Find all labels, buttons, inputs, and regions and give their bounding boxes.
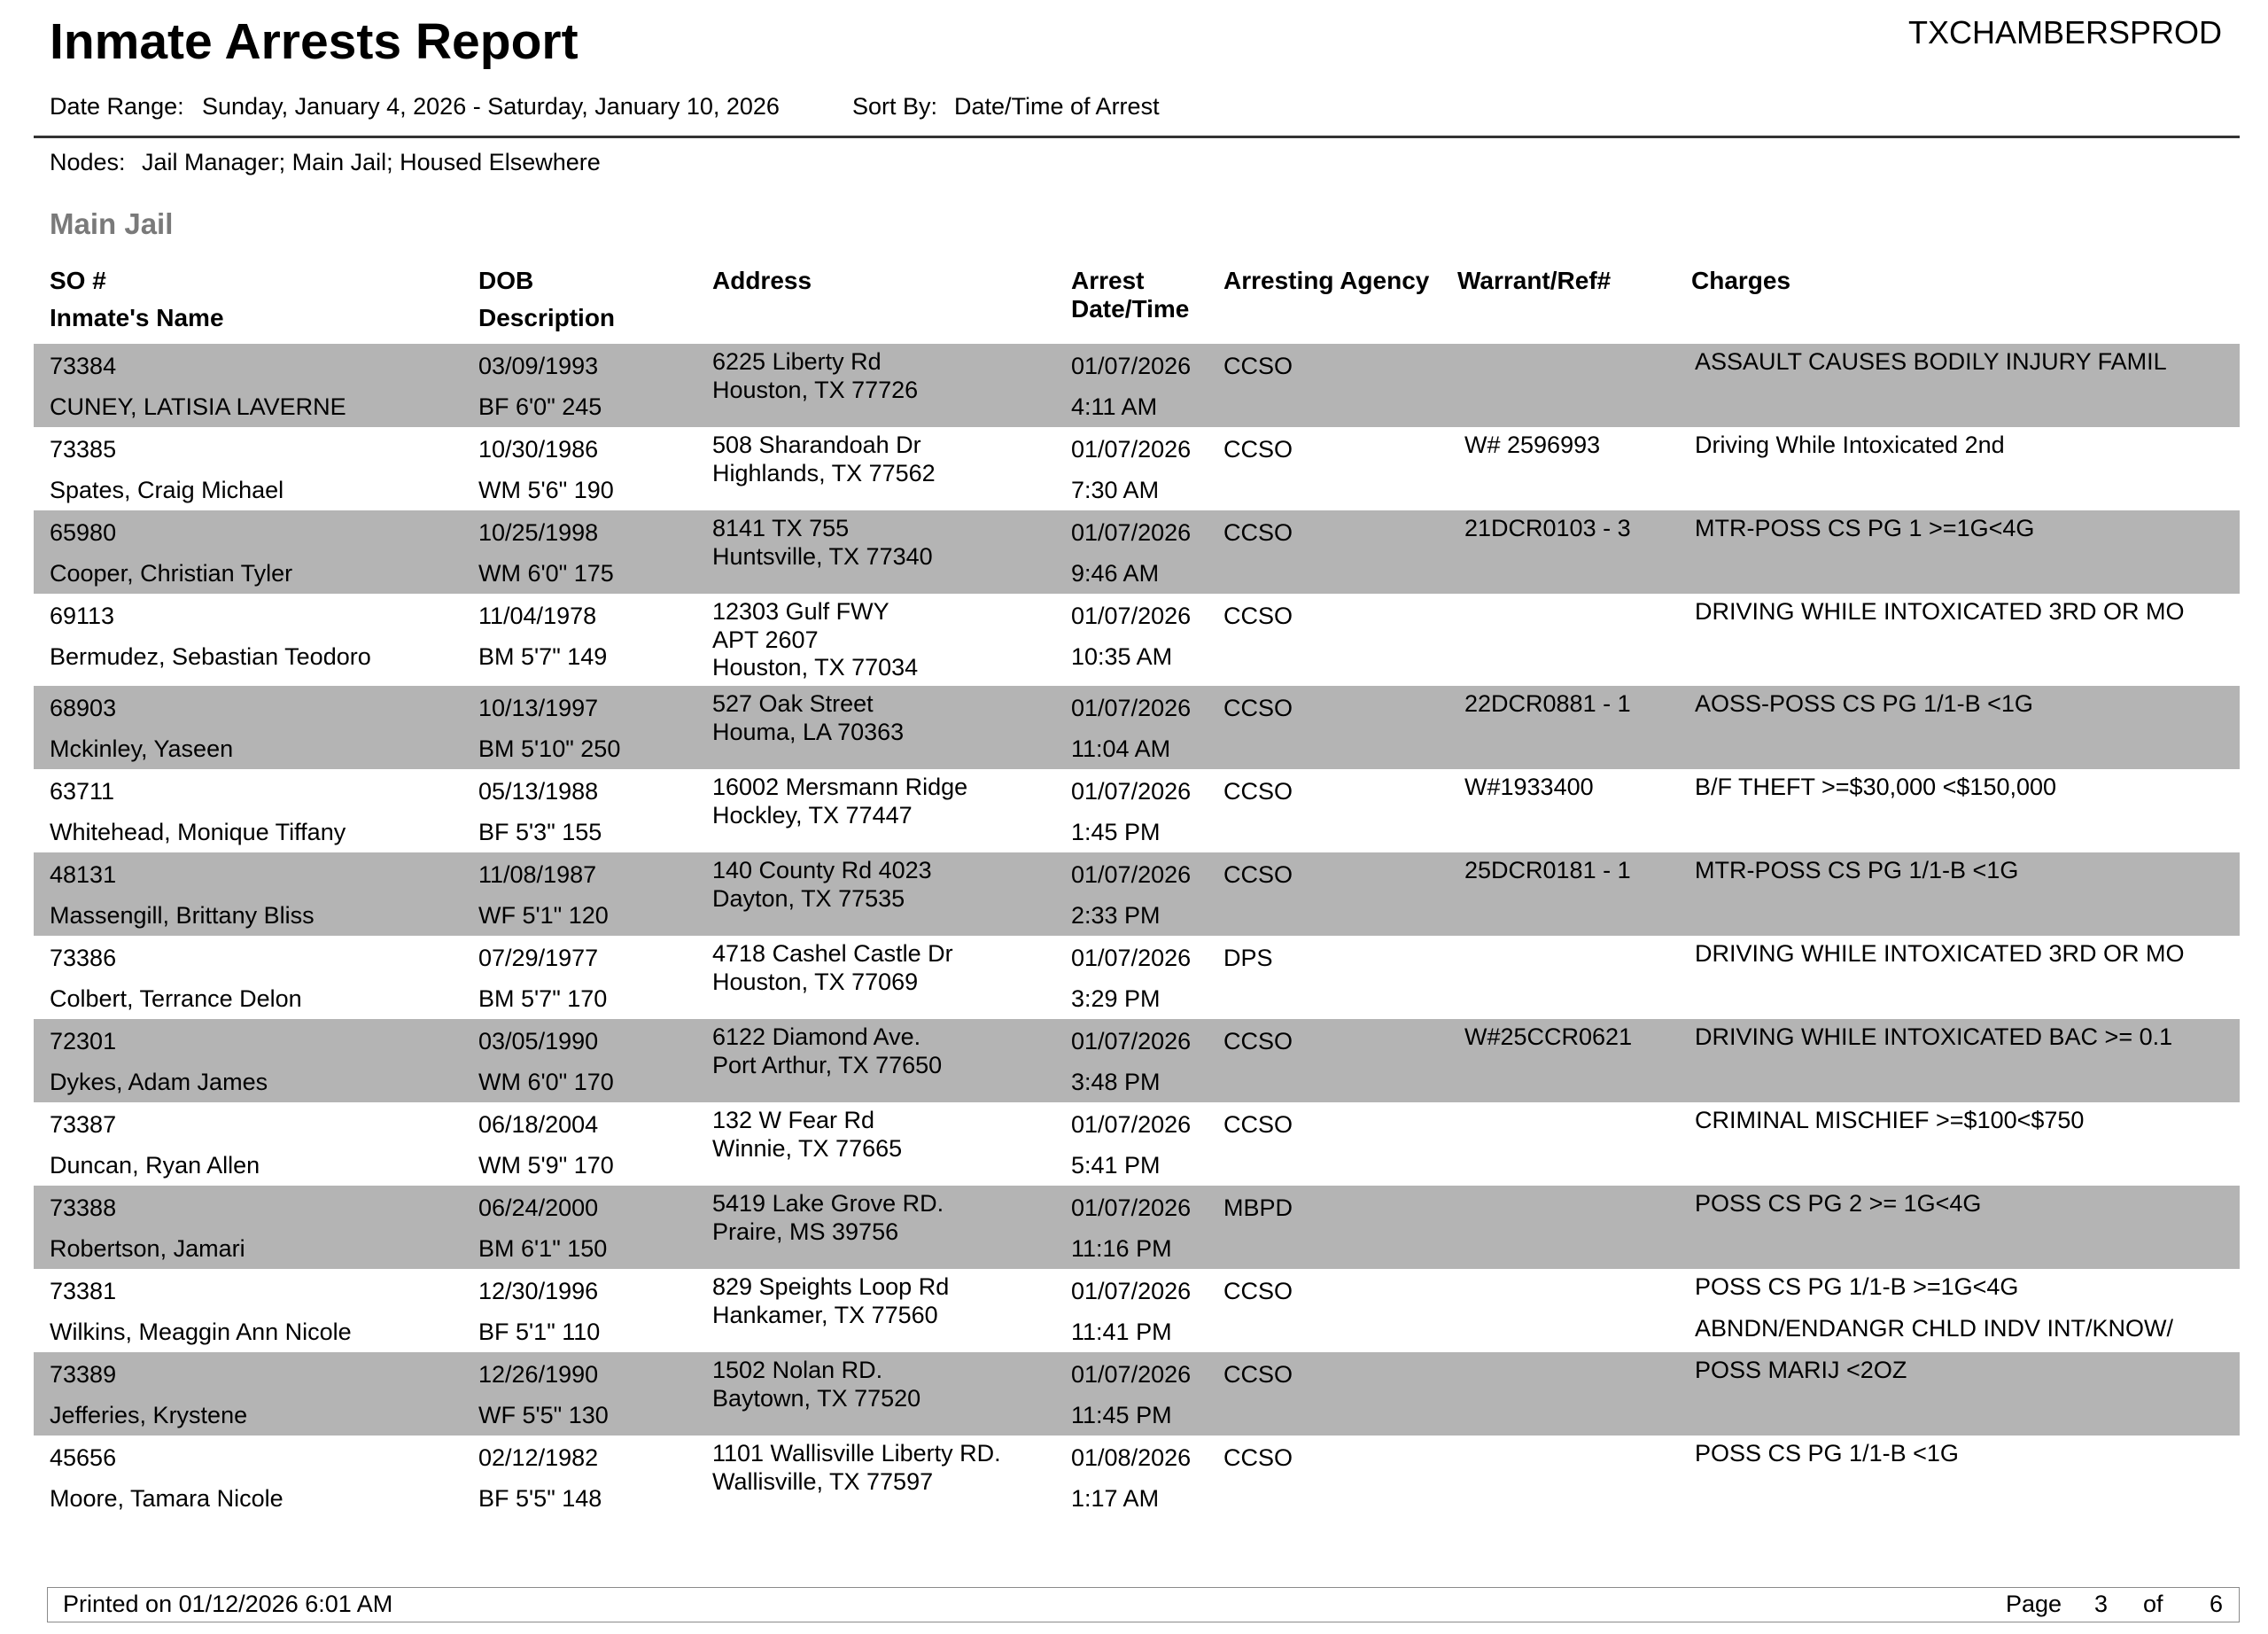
dob: 07/29/1977 bbox=[478, 945, 599, 971]
dob: 10/30/1986 bbox=[478, 436, 599, 463]
charge: POSS CS PG 1/1-B >=1G<4G bbox=[1695, 1273, 2019, 1300]
section-title: Main Jail bbox=[50, 207, 174, 240]
arresting-agency: CCSO bbox=[1223, 1361, 1293, 1388]
dob: 06/18/2004 bbox=[478, 1111, 599, 1138]
arresting-agency: CCSO bbox=[1223, 436, 1293, 463]
address-line: 8141 TX 755 bbox=[712, 515, 850, 541]
description: WM 5'6" 190 bbox=[478, 477, 614, 503]
so-number: 72301 bbox=[50, 1028, 117, 1054]
arrest-time: 1:45 PM bbox=[1071, 819, 1161, 845]
table-row bbox=[34, 594, 2240, 686]
address-line: Wallisville, TX 77597 bbox=[712, 1467, 934, 1495]
sort-by-value: Date/Time of Arrest bbox=[954, 93, 1160, 120]
inmate-name: Duncan, Ryan Allen bbox=[50, 1152, 260, 1179]
arrest-date: 01/07/2026 bbox=[1071, 519, 1192, 546]
address-line: Winnie, TX 77665 bbox=[712, 1134, 903, 1162]
charge: B/F THEFT >=$30,000 <$150,000 bbox=[1695, 774, 2057, 800]
arrest-time: 11:45 PM bbox=[1071, 1402, 1172, 1428]
arrest-date: 01/07/2026 bbox=[1071, 436, 1192, 463]
address-line: 16002 Mersmann Ridge bbox=[712, 774, 968, 800]
inmate-name: Bermudez, Sebastian Teodoro bbox=[50, 643, 371, 670]
address-line: Port Arthur, TX 77650 bbox=[712, 1051, 943, 1078]
description: BM 6'1" 150 bbox=[478, 1235, 608, 1262]
arrest-date: 01/07/2026 bbox=[1071, 1194, 1192, 1221]
page-number: 3 bbox=[2094, 1591, 2109, 1617]
charge: Driving While Intoxicated 2nd bbox=[1695, 432, 2005, 458]
table-row bbox=[34, 769, 2240, 852]
table-row bbox=[34, 344, 2240, 427]
address-line: 6122 Diamond Ave. bbox=[712, 1023, 921, 1050]
inmate-name: CUNEY, LATISIA LAVERNE bbox=[50, 393, 346, 420]
table-row bbox=[34, 936, 2240, 1019]
address-line: 140 County Rd 4023 bbox=[712, 857, 932, 883]
arresting-agency: DPS bbox=[1223, 945, 1273, 971]
dob: 10/13/1997 bbox=[478, 695, 599, 721]
arresting-agency: CCSO bbox=[1223, 1444, 1293, 1471]
inmate-name: Massengill, Brittany Bliss bbox=[50, 902, 315, 929]
col-arrest: Arrest bbox=[1071, 267, 1145, 294]
address-line: Dayton, TX 77535 bbox=[712, 884, 905, 912]
warrant-ref: W#1933400 bbox=[1464, 774, 1594, 800]
dob: 11/08/1987 bbox=[478, 861, 597, 888]
arrest-time: 4:11 AM bbox=[1071, 393, 1158, 420]
address-line: 508 Sharandoah Dr bbox=[712, 432, 921, 458]
arrest-time: 9:46 AM bbox=[1071, 560, 1160, 587]
inmate-name: Dykes, Adam James bbox=[50, 1069, 268, 1095]
inmate-name: Moore, Tamara Nicole bbox=[50, 1485, 284, 1512]
header-divider bbox=[34, 136, 2240, 138]
description: BF 5'3" 155 bbox=[478, 819, 602, 845]
so-number: 68903 bbox=[50, 695, 117, 721]
charge: POSS CS PG 2 >= 1G<4G bbox=[1695, 1190, 1982, 1217]
sort-by-label: Sort By: bbox=[852, 93, 938, 120]
so-number: 48131 bbox=[50, 861, 117, 888]
description: BF 5'1" 110 bbox=[478, 1319, 601, 1345]
address-line: Houston, TX 77726 bbox=[712, 376, 919, 403]
table-row bbox=[34, 1269, 2240, 1352]
so-number: 73387 bbox=[50, 1111, 117, 1138]
of-label: of bbox=[2143, 1591, 2163, 1617]
warrant-ref: 25DCR0181 - 1 bbox=[1464, 857, 1631, 883]
arresting-agency: CCSO bbox=[1223, 1028, 1293, 1054]
dob: 03/09/1993 bbox=[478, 353, 599, 379]
address-line: 12303 Gulf FWY bbox=[712, 598, 889, 625]
col-so: SO # bbox=[50, 267, 106, 294]
inmate-name: Jefferies, Krystene bbox=[50, 1402, 248, 1428]
arrest-date: 01/07/2026 bbox=[1071, 861, 1192, 888]
table-row bbox=[34, 1352, 2240, 1436]
col-agency: Arresting Agency bbox=[1223, 267, 1430, 294]
so-number: 65980 bbox=[50, 519, 117, 546]
dob: 12/30/1996 bbox=[478, 1278, 599, 1304]
so-number: 73381 bbox=[50, 1278, 117, 1304]
col-charges: Charges bbox=[1691, 267, 1791, 294]
address-line: 1502 Nolan RD. bbox=[712, 1357, 883, 1383]
address-line: 132 W Fear Rd bbox=[712, 1107, 875, 1133]
arresting-agency: CCSO bbox=[1223, 778, 1293, 805]
address-line: Houma, LA 70363 bbox=[712, 718, 905, 745]
arrest-time: 1:17 AM bbox=[1071, 1485, 1160, 1512]
description: BM 5'10" 250 bbox=[478, 735, 621, 762]
charge: POSS CS PG 1/1-B <1G bbox=[1695, 1440, 1959, 1467]
so-number: 63711 bbox=[50, 778, 115, 805]
arresting-agency: CCSO bbox=[1223, 1111, 1293, 1138]
description: WM 6'0" 175 bbox=[478, 560, 614, 587]
warrant-ref: W#25CCR0621 bbox=[1464, 1023, 1633, 1050]
arresting-agency: CCSO bbox=[1223, 1278, 1293, 1304]
dob: 02/12/1982 bbox=[478, 1444, 599, 1471]
inmate-name: Cooper, Christian Tyler bbox=[50, 560, 293, 587]
arrest-date: 01/08/2026 bbox=[1071, 1444, 1192, 1471]
arrest-date: 01/07/2026 bbox=[1071, 353, 1192, 379]
dob: 10/25/1998 bbox=[478, 519, 599, 546]
charge: MTR-POSS CS PG 1/1-B <1G bbox=[1695, 857, 2019, 883]
page-total: 6 bbox=[2210, 1591, 2224, 1617]
description: WF 5'5" 130 bbox=[478, 1402, 609, 1428]
warrant-ref: 22DCR0881 - 1 bbox=[1464, 690, 1631, 717]
address-line: Hankamer, TX 77560 bbox=[712, 1301, 938, 1328]
col-warrant: Warrant/Ref# bbox=[1457, 267, 1612, 294]
charge: ASSAULT CAUSES BODILY INJURY FAMIL bbox=[1695, 348, 2167, 375]
nodes-label: Nodes: bbox=[50, 149, 126, 175]
table-row bbox=[34, 1102, 2240, 1186]
col-dob: DOB bbox=[478, 267, 534, 294]
address-line: Praire, MS 39756 bbox=[712, 1218, 899, 1245]
report-title: Inmate Arrests Report bbox=[50, 13, 579, 70]
col-name: Inmate's Name bbox=[50, 304, 224, 331]
description: BF 5'5" 148 bbox=[478, 1485, 602, 1512]
inmate-name: Robertson, Jamari bbox=[50, 1235, 245, 1262]
description: BM 5'7" 149 bbox=[478, 643, 608, 670]
arrest-date: 01/07/2026 bbox=[1071, 695, 1192, 721]
arresting-agency: MBPD bbox=[1223, 1194, 1293, 1221]
address-line: 527 Oak Street bbox=[712, 690, 874, 717]
table-row bbox=[34, 1186, 2240, 1269]
dob: 06/24/2000 bbox=[478, 1194, 599, 1221]
description: BM 5'7" 170 bbox=[478, 985, 608, 1012]
address-line: Huntsville, TX 77340 bbox=[712, 542, 933, 570]
inmate-name: Whitehead, Monique Tiffany bbox=[50, 819, 346, 845]
page-label: Page bbox=[2006, 1591, 2062, 1617]
warrant-ref: 21DCR0103 - 3 bbox=[1464, 515, 1631, 541]
arrest-time: 10:35 AM bbox=[1071, 643, 1173, 670]
so-number: 73384 bbox=[50, 353, 117, 379]
so-number: 73388 bbox=[50, 1194, 117, 1221]
address-line: Highlands, TX 77562 bbox=[712, 459, 936, 486]
arrest-date: 01/07/2026 bbox=[1071, 1028, 1192, 1054]
charge: POSS MARIJ <2OZ bbox=[1695, 1357, 1907, 1383]
arrest-date: 01/07/2026 bbox=[1071, 1111, 1192, 1138]
arresting-agency: CCSO bbox=[1223, 519, 1293, 546]
arresting-agency: CCSO bbox=[1223, 603, 1293, 629]
date-range-value: Sunday, January 4, 2026 - Saturday, January 10, 2026 bbox=[202, 93, 780, 120]
warrant-ref: W# 2596993 bbox=[1464, 432, 1601, 458]
table-row bbox=[34, 852, 2240, 936]
arrest-date: 01/07/2026 bbox=[1071, 1361, 1192, 1388]
arresting-agency: CCSO bbox=[1223, 695, 1293, 721]
arrest-date: 01/07/2026 bbox=[1071, 1278, 1192, 1304]
inmate-name: Mckinley, Yaseen bbox=[50, 735, 234, 762]
address-line: 5419 Lake Grove RD. bbox=[712, 1190, 944, 1217]
description: WM 6'0" 170 bbox=[478, 1069, 614, 1095]
so-number: 45656 bbox=[50, 1444, 117, 1471]
description: WM 5'9" 170 bbox=[478, 1152, 614, 1179]
table-row bbox=[34, 427, 2240, 510]
dob: 05/13/1988 bbox=[478, 778, 599, 805]
charge: DRIVING WHILE INTOXICATED BAC >= 0.1 bbox=[1695, 1023, 2173, 1050]
inmate-name: Colbert, Terrance Delon bbox=[50, 985, 302, 1012]
charge: CRIMINAL MISCHIEF >=$100<$750 bbox=[1695, 1107, 2085, 1133]
charge: AOSS-POSS CS PG 1/1-B <1G bbox=[1695, 690, 2033, 717]
address-line: 6225 Liberty Rd bbox=[712, 348, 882, 375]
address-line: Baytown, TX 77520 bbox=[712, 1384, 921, 1412]
inmate-name: Spates, Craig Michael bbox=[50, 477, 284, 503]
table-row bbox=[34, 1019, 2240, 1102]
arrest-time: 3:48 PM bbox=[1071, 1069, 1161, 1095]
arrest-time: 7:30 AM bbox=[1071, 477, 1160, 503]
inmate-name: Wilkins, Meaggin Ann Nicole bbox=[50, 1319, 352, 1345]
description: BF 6'0" 245 bbox=[478, 393, 602, 420]
table-row bbox=[34, 1436, 2240, 1519]
so-number: 69113 bbox=[50, 603, 115, 629]
arrest-date: 01/07/2026 bbox=[1071, 778, 1192, 805]
database-name: TXCHAMBERSPROD bbox=[1907, 14, 2222, 51]
arrest-time: 11:04 AM bbox=[1071, 735, 1171, 762]
table-row bbox=[34, 686, 2240, 769]
so-number: 73389 bbox=[50, 1361, 117, 1388]
charge: DRIVING WHILE INTOXICATED 3RD OR MO bbox=[1695, 598, 2185, 625]
address-line: 829 Speights Loop Rd bbox=[712, 1273, 950, 1300]
dob: 12/26/1990 bbox=[478, 1361, 599, 1388]
arrest-time: 3:29 PM bbox=[1071, 985, 1161, 1012]
arresting-agency: CCSO bbox=[1223, 353, 1293, 379]
address-line: Houston, TX 77069 bbox=[712, 968, 919, 995]
arrest-date: 01/07/2026 bbox=[1071, 603, 1192, 629]
arrest-time: 5:41 PM bbox=[1071, 1152, 1161, 1179]
col-address: Address bbox=[712, 267, 812, 294]
so-number: 73385 bbox=[50, 436, 117, 463]
dob: 03/05/1990 bbox=[478, 1028, 599, 1054]
charge: DRIVING WHILE INTOXICATED 3RD OR MO bbox=[1695, 940, 2185, 967]
description: WF 5'1" 120 bbox=[478, 902, 609, 929]
charge: ABNDN/ENDANGR CHLD INDV INT/KNOW/ bbox=[1695, 1315, 2174, 1342]
arresting-agency: CCSO bbox=[1223, 861, 1293, 888]
col-arrest-datetime: Date/Time bbox=[1071, 295, 1190, 323]
charge: MTR-POSS CS PG 1 >=1G<4G bbox=[1695, 515, 2035, 541]
address-line: 1101 Wallisville Liberty RD. bbox=[712, 1440, 1001, 1467]
so-number: 73386 bbox=[50, 945, 117, 971]
col-description: Description bbox=[478, 304, 616, 331]
arrest-time: 11:41 PM bbox=[1071, 1319, 1172, 1345]
dob: 11/04/1978 bbox=[478, 603, 597, 629]
address-line: Houston, TX 77034 bbox=[712, 654, 919, 681]
address-line: APT 2607 bbox=[712, 626, 819, 653]
nodes-value: Jail Manager; Main Jail; Housed Elsewhere bbox=[142, 149, 601, 175]
arrest-time: 2:33 PM bbox=[1071, 902, 1161, 929]
arrest-date: 01/07/2026 bbox=[1071, 945, 1192, 971]
arrest-time: 11:16 PM bbox=[1071, 1235, 1172, 1262]
address-line: 4718 Cashel Castle Dr bbox=[712, 940, 953, 967]
page-footer bbox=[47, 1587, 2240, 1622]
address-line: Hockley, TX 77447 bbox=[712, 801, 913, 829]
date-range-label: Date Range: bbox=[50, 93, 184, 120]
table-row bbox=[34, 510, 2240, 594]
printed-on: Printed on 01/12/2026 6:01 AM bbox=[63, 1591, 393, 1617]
